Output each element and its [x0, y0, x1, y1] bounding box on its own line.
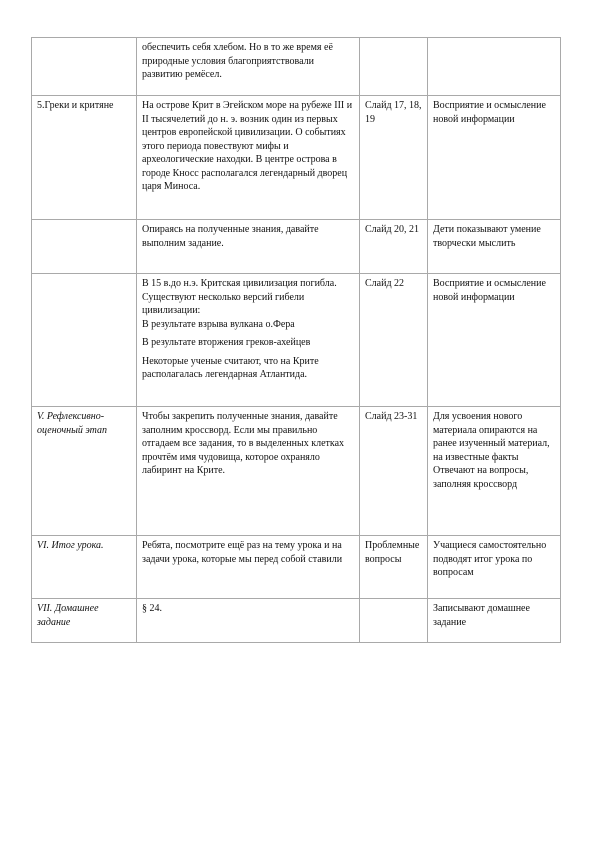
stage-cell — [32, 274, 137, 407]
table-row — [32, 220, 561, 274]
teacher-activity-paragraph: На острове Крит в Эгейском море на рубеже III и II тысячелетий до н. э. возник один из первых центров европейской цивилизации. О событиях этого периода повествуют мифы и археологические находки. В центре острова в городе Кносс располагался легендарный дворец царя Миноса. — [142, 100, 353, 192]
stage-cell: VII. Домашнее задание — [32, 599, 137, 643]
student-activity-cell: Для усвоения нового материала опираются на ранее изученный материал, на известные факты Отвечают на вопросы, заполняя кроссворд — [428, 407, 561, 536]
table-row — [32, 96, 561, 220]
slides-cell — [360, 599, 428, 643]
lesson-plan-table — [31, 37, 561, 643]
stage-cell: V. Рефлексивно-оценочный этап — [32, 407, 137, 536]
student-activity-cell: Записывают домашнее задание — [428, 599, 561, 643]
slides-cell — [360, 38, 428, 96]
teacher-activity-paragraph: Некоторые ученые считают, что на Крите располагалась легендарная Атлантида. — [142, 355, 319, 380]
teacher-activity-cell — [137, 599, 360, 643]
teacher-activity-paragraph: Ребята, посмотрите ещё раз на тему урока и на задачи урока, которые мы перед собой ставили — [142, 540, 343, 565]
table-row — [32, 274, 561, 407]
slides-cell: Слайд 17, 18, 19 — [360, 96, 428, 220]
table-row — [32, 38, 561, 96]
stage-cell: 5.Греки и критяне — [32, 96, 137, 220]
teacher-activity-paragraph: Опираясь на полученные знания, давайте выполним задание. — [142, 224, 319, 249]
teacher-activity-cell — [137, 274, 360, 407]
student-activity-cell: Дети показывают умение творчески мыслить — [428, 220, 561, 274]
teacher-activity-cell — [137, 407, 360, 536]
teacher-activity-paragraph: Чтобы закрепить полученные знания, давайте заполним кроссворд. Если мы правильно отгадаем все задания, то в выделенных клетках прочтём имя чудовища, которое охраняло лабиринт на Крите. — [142, 411, 345, 476]
lesson-plan-body — [32, 38, 561, 643]
table-row — [32, 407, 561, 536]
student-activity-cell: Восприятие и осмысление новой информации — [428, 274, 561, 407]
stage-cell — [32, 38, 137, 96]
student-activity-cell: Восприятие и осмысление новой информации — [428, 96, 561, 220]
teacher-activity-paragraph: § 24. — [142, 603, 162, 614]
teacher-activity-cell — [137, 536, 360, 599]
slides-cell: Слайд 23-31 — [360, 407, 428, 536]
table-row — [32, 536, 561, 599]
teacher-activity-paragraph: обеспечить себя хлебом. Но в то же время её природные условия благоприятствовали развитию ремёсел. — [142, 42, 333, 80]
teacher-activity-paragraph: В результате вторжения греков-ахейцев — [142, 337, 311, 348]
teacher-activity-cell — [137, 96, 360, 220]
teacher-activity-cell — [137, 38, 360, 96]
teacher-activity-cell — [137, 220, 360, 274]
stage-cell — [32, 220, 137, 274]
table-row — [32, 599, 561, 643]
teacher-activity-paragraph: В 15 в.до н.э. Критская цивилизация погибла. Существуют несколько версий гибели цивилизации: В результате взрыва вулкана о.Фера — [142, 278, 337, 330]
student-activity-cell — [428, 38, 561, 96]
student-activity-cell: Учащиеся самостоятельно подводят итог урока по вопросам — [428, 536, 561, 599]
slides-cell: Слайд 22 — [360, 274, 428, 407]
stage-cell: VI. Итог урока. — [32, 536, 137, 599]
slides-cell: Слайд 20, 21 — [360, 220, 428, 274]
slides-cell: Проблемные вопросы — [360, 536, 428, 599]
